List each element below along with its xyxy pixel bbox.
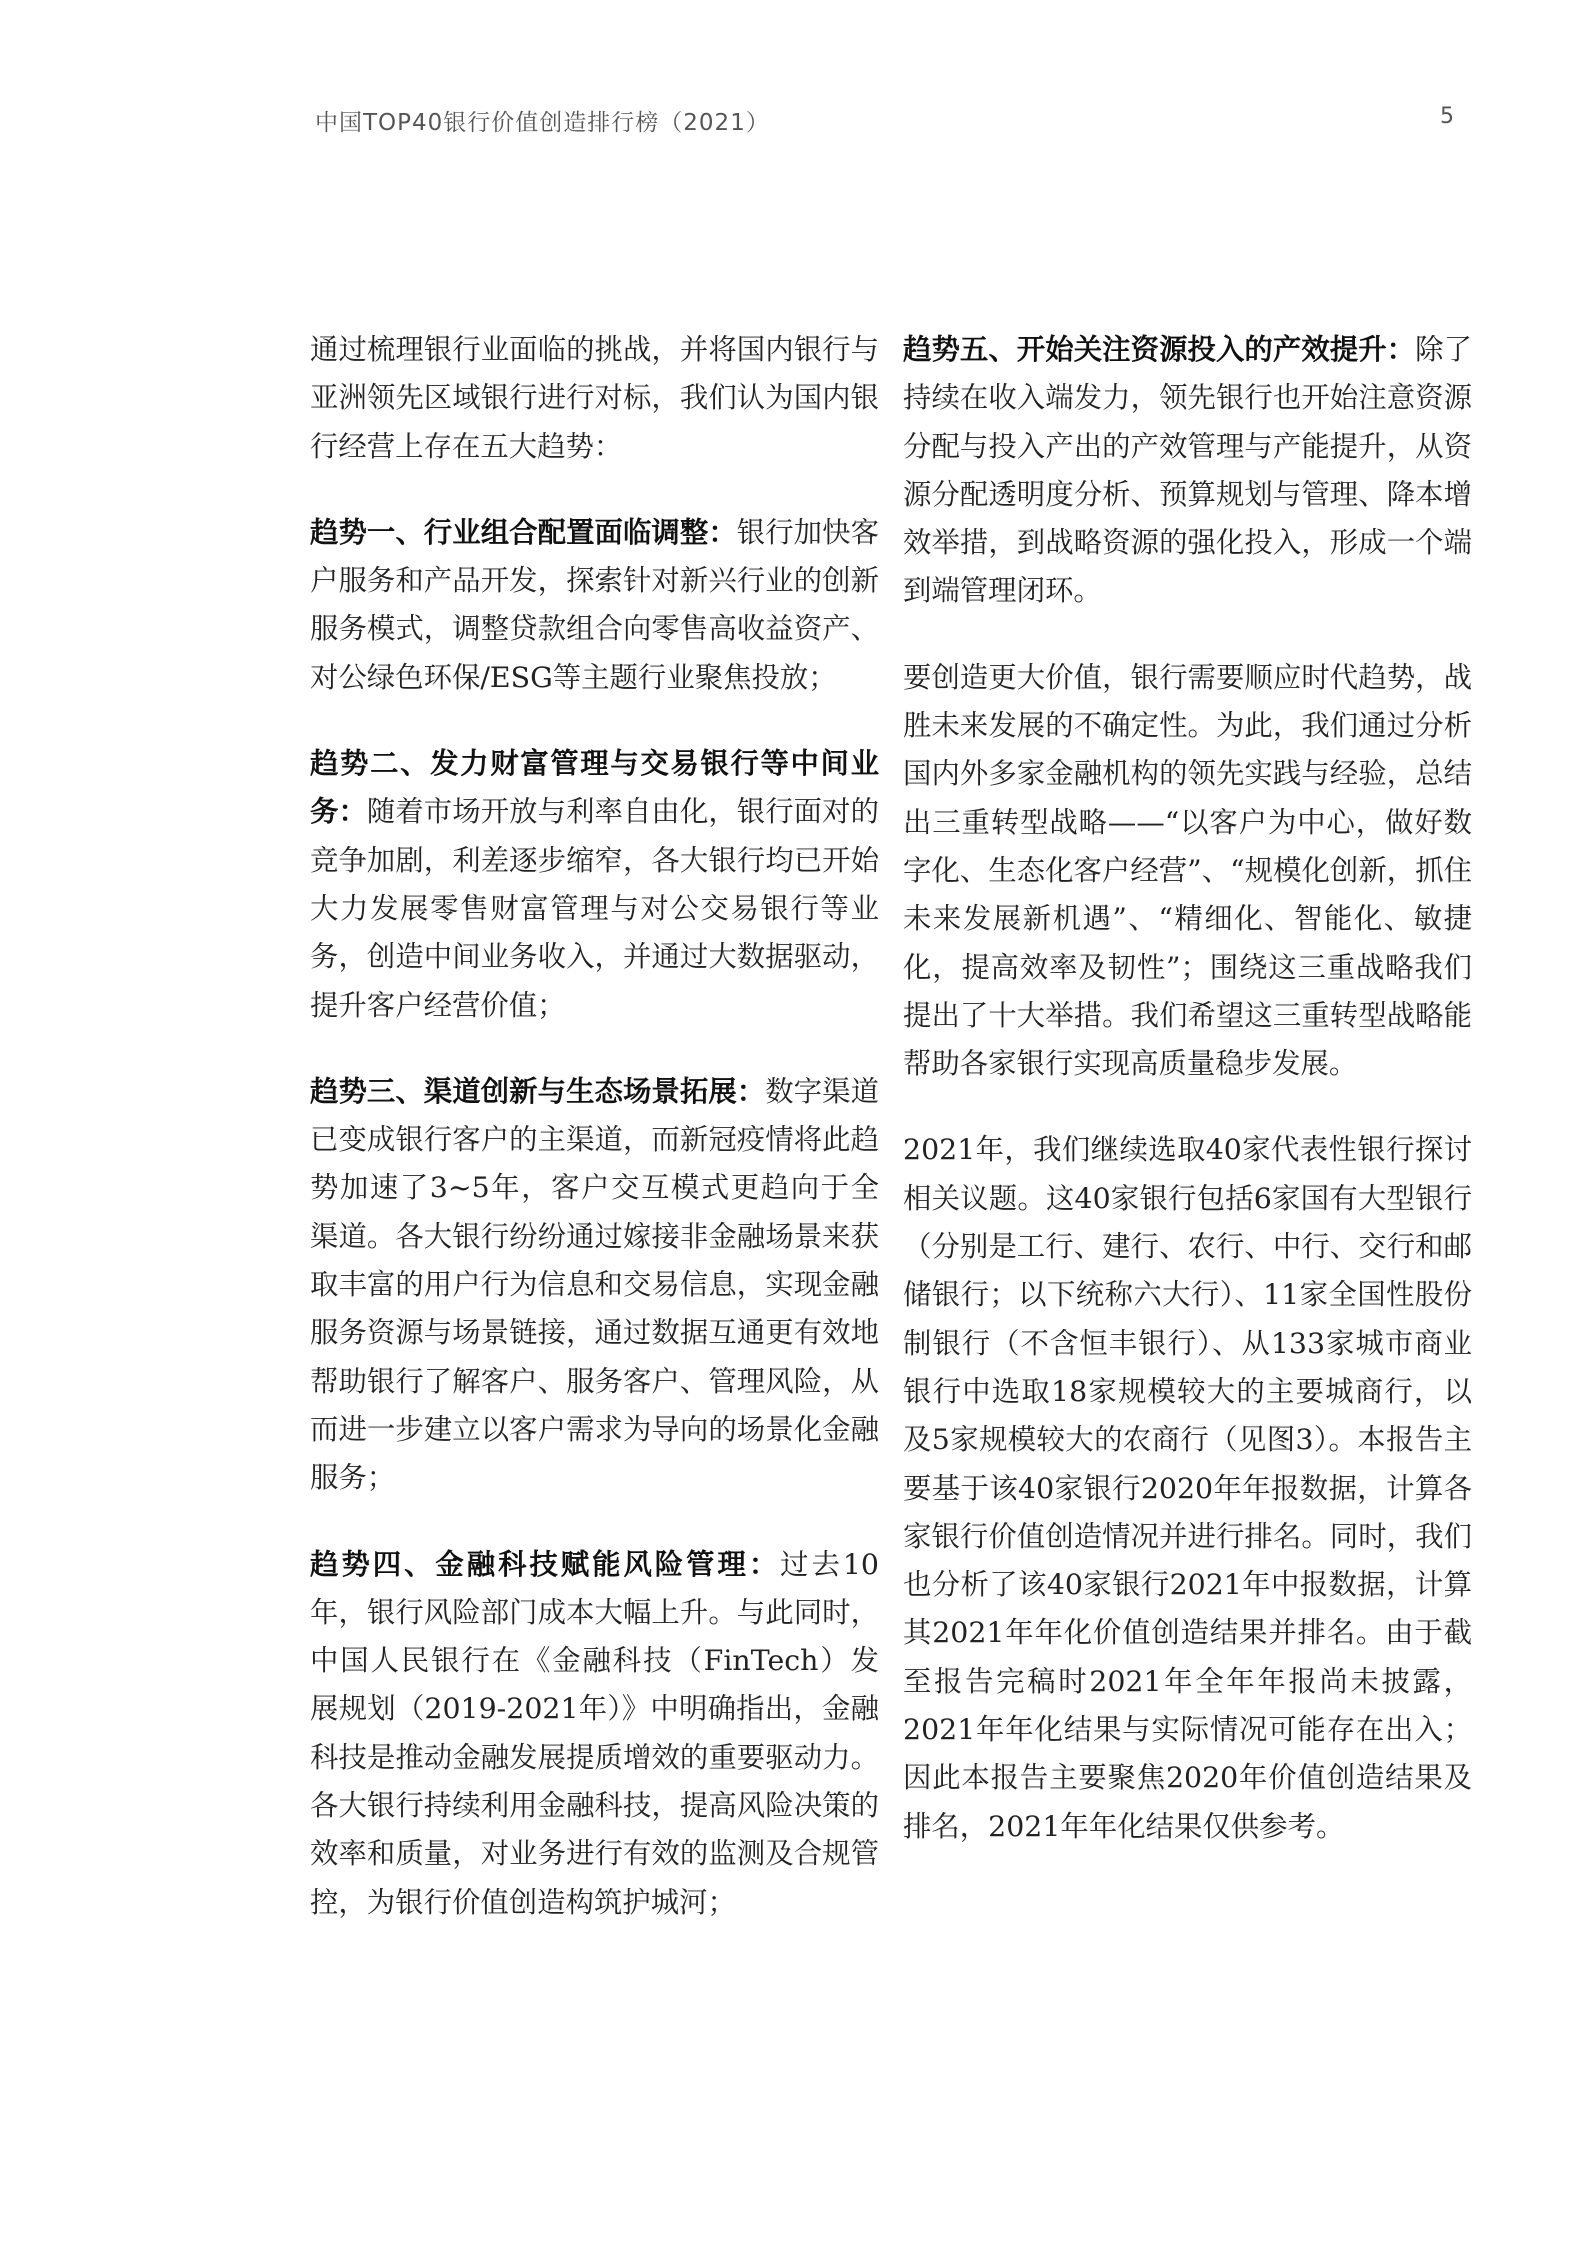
trend-4-heading: 趋势四、金融科技赋能风险管理： (310, 1547, 781, 1581)
trend-5-paragraph (903, 326, 1472, 616)
trend-3-text: 数字渠道已变成银行客户的主渠道，而新冠疫情将此趋势加速了3~5年，客户交互模式更趋向于全渠道。各大银行纷纷通过嫁接非金融场景来获取丰富的用户行为信息和交易信息，实现金融服务资源与场景链接，通过数据互通更有效地帮助银行了解客户、服务客户、管理风险，从而进一步建立以客户需求为导向的场景化金融服务； (310, 1074, 879, 1495)
trend-3-paragraph (310, 1068, 879, 1503)
trend-4-paragraph (310, 1541, 879, 1927)
trend-1-heading: 趋势一、行业组合配置面临调整： (310, 515, 737, 549)
scope-2021-paragraph: 2021年，我们继续选取40家代表性银行探讨相关议题。这40家银行包括6家国有大型银行（分别是工行、建行、农行、中行、交行和邮储银行；以下统称六大行）、11家全国性股份制银行（不含恒丰银行）、从133家城市商业银行中选取18家规模较大的主要城商行，以及5家规模较大的农商行（见图3）。本报告主要基于该40家银行2020年年报数据，计算各家银行价值创造情况并进行排名。同时，我们也分析了该40家银行2021年中报数据，计算其2021年年化价值创造结果并排名。由于截至报告完稿时2021年全年年报尚未披露，2021年年化结果与实际情况可能存在出入；因此本报告主要聚焦2020年价值创造结果及排名，2021年年化结果仅供参考。 (903, 1133, 1472, 1843)
trend-2-heading: 趋势二、发力财富管理与交易银行等中间业务： (310, 747, 879, 829)
trend-5-text: 除了持续在收入端发力，领先银行也开始注意资源分配与投入产出的产效管理与产能提升，从资源分配透明度分析、预算规划与管理、降本增效举措，到战略资源的强化投入，形成一个端到端管理闭环。 (903, 333, 1472, 608)
trend-3-heading: 趋势三、渠道创新与生态场景拓展： (310, 1074, 766, 1108)
trend-2-paragraph (310, 740, 879, 1030)
trend-1-paragraph (310, 509, 879, 702)
trend-4-text: 过去10年，银行风险部门成本大幅上升。与此同时，中国人民银行在《金融科技（FinTech）发展规划（2019-2021年）》中明确指出，金融科技是推动金融发展提质增效的重要驱动力。各大银行持续利用金融科技，提高风险决策的效率和质量，对业务进行有效的监测及合规管控，为银行价值创造构筑护城河； (310, 1547, 879, 1919)
report-header-title: 中国TOP40银行价值创造排行榜（2021） (315, 110, 770, 136)
left-column (310, 326, 879, 1965)
page-number: 5 (1440, 104, 1454, 129)
right-column (903, 326, 1472, 1889)
strategy-paragraph: 要创造更大价值，银行需要顺应时代趋势，战胜未来发展的不确定性。为此，我们通过分析国内外多家金融机构的领先实践与经验，总结出三重转型战略——“以客户为中心，做好数字化、生态化客户经营”、“规模化创新，抓住未来发展新机遇”、“精细化、智能化、敏捷化，提高效率及韧性”；围绕这三重战略我们提出了十大举措。我们希望这三重转型战略能帮助各家银行实现高质量稳步发展。 (903, 660, 1472, 1081)
trend-5-heading: 趋势五、开始关注资源投入的产效提升： (903, 333, 1416, 366)
trend-2-text: 随着市场开放与利率自由化，银行面对的竞争加剧，利差逐步缩窄，各大银行均已开始大力发展零售财富管理与对公交易银行等业务，创造中间业务收入，并通过大数据驱动，提升客户经营价值； (310, 795, 879, 1022)
intro-paragraph: 通过梳理银行业面临的挑战，并将国内银行与亚洲领先区域银行进行对标，我们认为国内银行经营上存在五大趋势： (310, 333, 879, 463)
trend-1-text: 银行加快客户服务和产品开发，探索针对新兴行业的创新服务模式，调整贷款组合向零售高收益资产、对公绿色环保/ESG等主题行业聚焦投放； (310, 515, 879, 694)
